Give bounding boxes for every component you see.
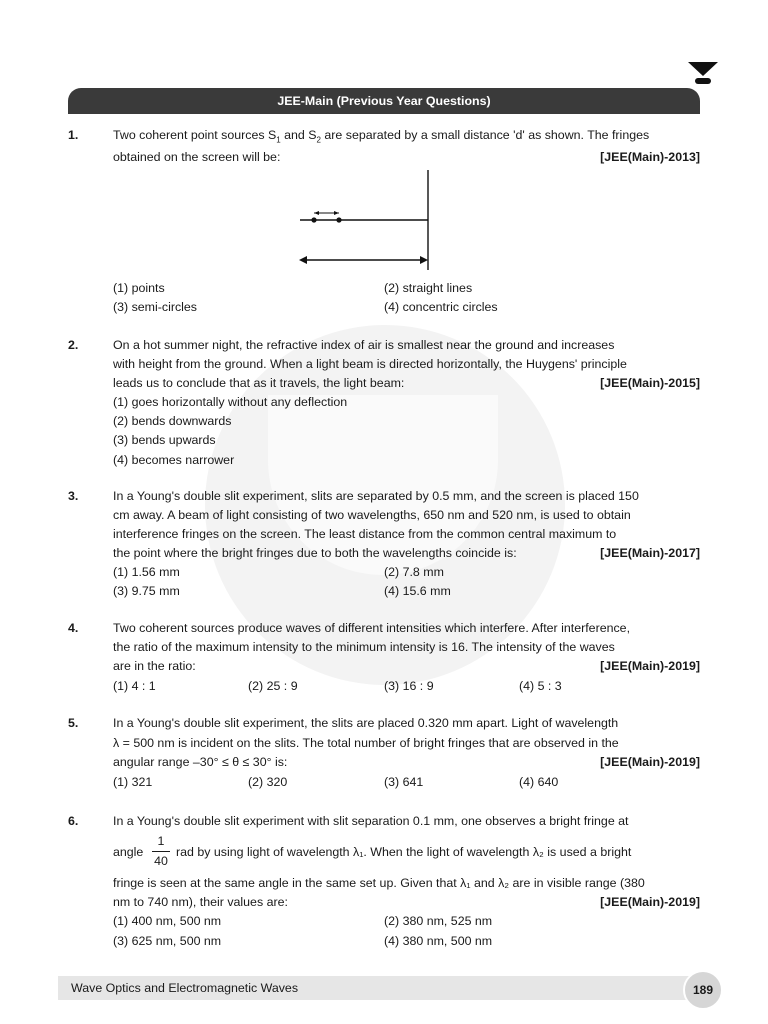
option: (1) 400 nm, 500 nm [113,914,222,928]
exam-tag: [JEE(Main)-2013] [600,150,700,164]
question-text: nm to 740 nm), their values are: [113,895,288,909]
question-text: with height from the ground. When a light beam is directed horizontally, the Huygens' principle [113,357,627,371]
question-text: the ratio of the maximum intensity to the minimum intensity is 16. The intensity of the waves [113,640,615,654]
option: (1) 321 [113,775,153,789]
question-text: interference fringes on the screen. The least distance from the common central maximum to [113,527,617,541]
exam-tag: [JEE(Main)-2019] [600,895,700,909]
option: (1) 4 : 1 [113,679,156,693]
fraction-bar [152,851,170,852]
question-number: 5. [68,716,79,730]
option: (4) becomes narrower [113,453,235,467]
option: (4) 640 [519,775,559,789]
question-text: Two coherent point sources $S_1$ and $S_2$ are separated by a small distance 'd' as shown. The fringes [113,128,650,145]
question-text: Two coherent sources produce waves of different intensities which interfere. After interference, [113,621,631,635]
option: (3) 16 : 9 [384,679,434,693]
option: (2) 320 [248,775,288,789]
option: (3) 9.75 mm [113,584,180,598]
page-number: 189 [683,970,723,1010]
exam-tag: [JEE(Main)-2015] [600,376,700,390]
section-header: JEE-Main (Previous Year Questions) [68,88,700,114]
option: (3) bends upwards [113,433,216,447]
option: (2) straight lines [384,281,473,295]
fraction-denominator: 40 [154,854,168,868]
question-text: λ = 500 nm is incident on the slits. The total number of bright fringes that are observed in the [113,736,619,750]
question-text: fringe is seen at the same angle in the same set up. Given that λ₁ and λ₂ are in visible range (380 [113,876,645,890]
option: (1) 1.56 mm [113,565,180,579]
question-text: In a Young's double slit experiment, the slits are placed 0.320 mm apart. Light of wavelength [113,716,619,730]
option: (2) 380 nm, 525 nm [384,914,493,928]
question-text: In a Young's double slit experiment, slits are separated by 0.5 mm, and the screen is placed 150 [113,489,639,503]
question-text: In a Young's double slit experiment with slit separation 0.1 mm, one observes a bright fringe at [113,814,629,828]
option: (4) 380 nm, 500 nm [384,934,493,948]
option: (3) 641 [384,775,424,789]
question-number: 2. [68,338,79,352]
question-text: are in the ratio: [113,659,196,673]
option: (3) semi-circles [113,300,197,314]
question-number: 4. [68,621,79,635]
question-text: the point where the bright fringes due to both the wavelengths coincide is: [113,546,517,560]
option: (3) 625 nm, 500 nm [113,934,222,948]
question-number: 6. [68,814,79,828]
option: (1) points [113,281,165,295]
option: (2) 7.8 mm [384,565,444,579]
option: (4) concentric circles [384,300,498,314]
question-text: obtained on the screen will be: [113,150,281,164]
question-text: angle [113,845,144,859]
question-number: 3. [68,489,79,503]
question-text: On a hot summer night, the refractive index of air is smallest near the ground and increases [113,338,615,352]
question-text: leads us to conclude that as it travels, the light beam: [113,376,405,390]
two-source-diagram [295,168,435,272]
question-text: cm away. A beam of light consisting of two wavelengths, 650 nm and 520 nm, is used to obtain [113,508,631,522]
brand-logo-icon [688,60,718,86]
option: (4) 5 : 3 [519,679,562,693]
exam-tag: [JEE(Main)-2019] [600,755,700,769]
option: (1) goes horizontally without any deflection [113,395,348,409]
question-number: 1. [68,128,79,142]
option: (4) 15.6 mm [384,584,451,598]
exam-tag: [JEE(Main)-2019] [600,659,700,673]
exam-tag: [JEE(Main)-2017] [600,546,700,560]
chapter-title: Wave Optics and Electromagnetic Waves [71,981,299,995]
option: (2) bends downwards [113,414,232,428]
question-text: rad by using light of wavelength λ₁. When the light of wavelength λ₂ is used a bright [176,845,632,859]
option: (2) 25 : 9 [248,679,298,693]
question-text: angular range –30° ≤ θ ≤ 30° is: [113,755,288,769]
fraction-numerator: 1 [157,834,165,848]
